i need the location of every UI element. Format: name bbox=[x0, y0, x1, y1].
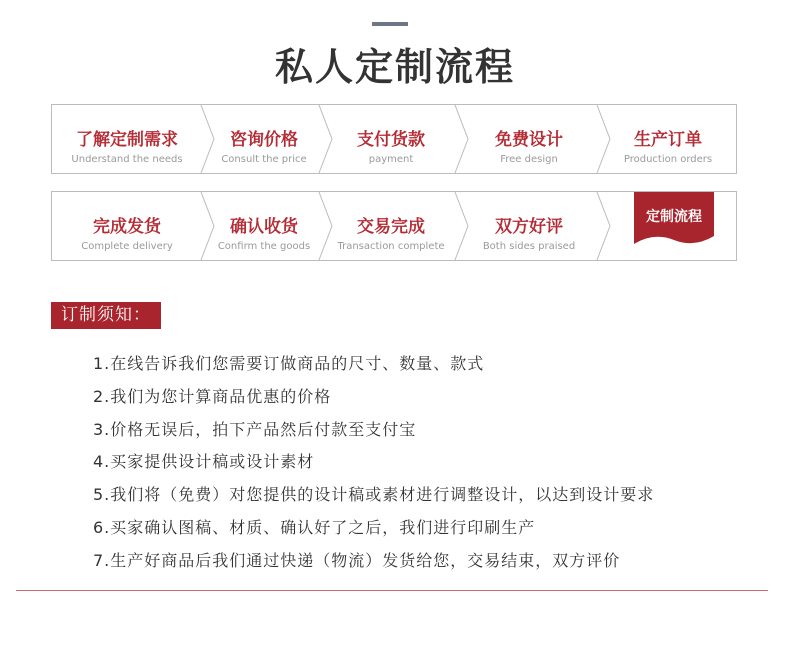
banner-label: 定制流程 bbox=[646, 209, 702, 225]
step-label: 免费设计 bbox=[495, 130, 563, 150]
list-item: 5.我们将（免费）对您提供的设计稿或素材进行调整设计，以达到设计要求 bbox=[93, 485, 655, 505]
step-label: 双方好评 bbox=[495, 217, 563, 237]
step-label: 生产订单 bbox=[634, 130, 702, 150]
title-accent-bar bbox=[372, 22, 408, 26]
notice-list bbox=[93, 350, 654, 580]
step-free-design bbox=[458, 105, 600, 173]
step-sublabel: Complete delivery bbox=[81, 241, 173, 252]
step-payment bbox=[322, 105, 460, 173]
notice-heading: 订制须知： bbox=[51, 302, 161, 329]
step-transaction-complete bbox=[322, 192, 460, 260]
page-title: 私人定制流程 bbox=[274, 45, 515, 89]
process-row-2 bbox=[51, 191, 737, 261]
step-sublabel: Both sides praised bbox=[482, 241, 576, 252]
list-item: 2.我们为您计算商品优惠的价格 bbox=[93, 386, 332, 406]
chevron-separator-icon bbox=[596, 192, 618, 260]
step-sublabel: Consult the price bbox=[221, 154, 307, 165]
step-sublabel: Transaction complete bbox=[337, 241, 445, 252]
list-item: 3.价格无误后，拍下产品然后付款至支付宝 bbox=[93, 419, 417, 439]
step-consult-price bbox=[204, 105, 324, 173]
step-understand-needs bbox=[52, 105, 202, 173]
list-item: 6.买家确认图稿、材质、确认好了之后，我们进行印刷生产 bbox=[93, 517, 536, 537]
step-both-praised bbox=[458, 192, 600, 260]
step-sublabel: Free design bbox=[500, 154, 558, 165]
step-sublabel: Understand the needs bbox=[71, 154, 183, 165]
step-label: 支付货款 bbox=[357, 130, 425, 150]
list-item: 4.买家提供设计稿或设计素材 bbox=[93, 452, 315, 472]
step-sublabel: Production orders bbox=[623, 154, 713, 165]
step-confirm-goods bbox=[204, 192, 324, 260]
step-production-orders bbox=[600, 105, 736, 173]
step-label: 咨询价格 bbox=[230, 130, 298, 150]
step-sublabel: Confirm the goods bbox=[217, 241, 311, 252]
step-label: 交易完成 bbox=[357, 217, 425, 237]
step-label: 了解定制需求 bbox=[76, 130, 178, 150]
list-item: 7.生产好商品后我们通过快递（物流）发货给您，交易结束，双方评价 bbox=[93, 550, 621, 570]
step-label: 确认收货 bbox=[230, 217, 298, 237]
divider bbox=[16, 590, 768, 591]
process-row-1 bbox=[51, 104, 737, 174]
step-sublabel: payment bbox=[368, 154, 414, 165]
list-item: 1.在线告诉我们您需要订做商品的尺寸、数量、款式 bbox=[93, 354, 485, 373]
step-complete-delivery bbox=[52, 192, 202, 260]
step-label: 完成发货 bbox=[93, 217, 161, 237]
